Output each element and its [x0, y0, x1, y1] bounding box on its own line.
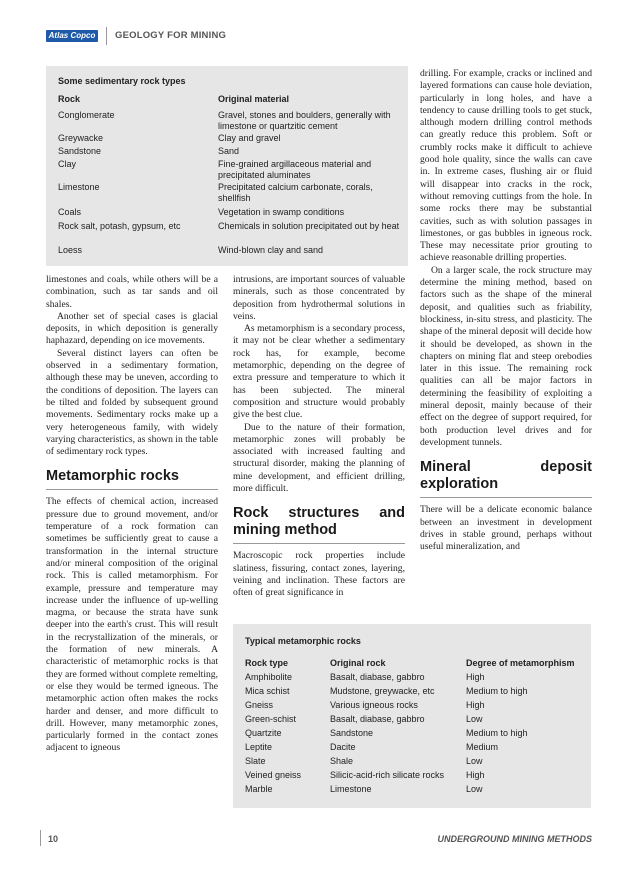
- paragraph: The effects of chemical action, increased pressure due to ground movement, and/or temperature of a rock formation can sometimes be sufficiently great to cause a transformation in the internal structure and/or mineral composition of the original rock. This is called metamorphism. For example, pressure and temperature may increase under the influence of up-welling magma, or because the strata have sunk deeper into the earth's crust. This will result in the recrystallization of the minerals, or the formation of new minerals. A characteristic of metamorphic rocks is that they are formed without complete remelting, or else they would be termed igneous. The metamorphic action often makes the rocks harder and denser, and more difficult to drill. However, many metamorphic zones, particularly formed in the contact zones adjacent to igneous: [46, 496, 218, 754]
- table-row: [245, 686, 585, 698]
- cell-original-rock: Shale: [330, 756, 354, 766]
- cell-rock: Conglomerate: [58, 110, 115, 120]
- cell-rock: Limestone: [58, 182, 100, 192]
- cell-degree: Medium to high: [466, 686, 528, 696]
- cell-rock: Coals: [58, 207, 82, 217]
- paragraph: drilling. For example, cracks or inclined and layered formations can cause hole deviation, particularly in long holes, and have a tendency to cause drilling tools to get stuck, although modern drilling control methods can greatly reduce this problem. Soft or crumbly rocks make it difficult to achieve good hole quality, since the walls can cave in. In extreme cases, flushing air or fluid will disappear into cracks in the rock, without removing cuttings from the hole. In some rocks there may be substantial cavities, such as with solution passages in limestones, or gas bubbles in igneous rock. These may necessitate prior grouting to achieve reasonable drilling properties.: [420, 68, 592, 264]
- heading-metamorphic-rocks: Metamorphic rocks: [46, 468, 179, 485]
- cell-material: Sand: [218, 146, 240, 156]
- cell-rock: Loess: [58, 245, 83, 255]
- heading-rule: [420, 497, 592, 498]
- cell-rock: Greywacke: [58, 133, 104, 143]
- heading-mineral-deposit: Mineral deposit exploration: [420, 459, 592, 493]
- cell-material: Gravel, stones and boulders, generally with limestone or quartzitic cement: [218, 110, 391, 131]
- cell-original-rock: Various igneous rocks: [330, 700, 418, 710]
- sedimentary-rock-table: [46, 66, 408, 266]
- page-number: 10: [48, 834, 59, 844]
- heading-rock-structures: Rock structures and mining method: [233, 505, 405, 539]
- table-row: [245, 742, 585, 754]
- cell-degree: Medium to high: [466, 728, 528, 738]
- header-divider: [106, 27, 107, 45]
- table-row: [245, 784, 585, 796]
- paragraph: Macroscopic rock properties include slatiness, fissuring, contact zones, layering, veining and inclination. These factors are often of great significance in: [233, 550, 405, 599]
- column-header-rock: Rock: [58, 94, 81, 104]
- table-row: [245, 672, 585, 684]
- text-column-3: [420, 68, 592, 553]
- paragraph: intrusions, are important sources of valuable minerals, such as those concentrated by deposition from hydrothermal solutions in veins.: [233, 274, 405, 322]
- column-header-original-rock: Original rock: [330, 658, 386, 668]
- cell-material: Clay and gravel: [218, 133, 281, 143]
- cell-rock-type: Green-schist: [245, 714, 297, 724]
- cell-rock-type: Veined gneiss: [245, 770, 302, 780]
- cell-material: Vegetation in swamp conditions: [218, 207, 345, 217]
- cell-degree: Low: [466, 784, 483, 794]
- paragraph: Another set of special cases is glacial deposits, in which deposition is generally haphazard, depending on ice movements.: [46, 310, 218, 347]
- text-column-2: [233, 274, 405, 600]
- cell-rock-type: Leptite: [245, 742, 273, 752]
- table-row: [245, 770, 585, 782]
- cell-degree: Medium: [466, 742, 499, 752]
- paragraph: There will be a delicate economic balance between an investment in development drives in stable ground, perhaps without useful mineralization, and: [420, 504, 592, 553]
- paragraph: On a larger scale, the rock structure may determine the mining method, based on factors such as the shape of the mineral deposit, and qualities such as friability, blockiness, in-situ stress, and plasticity. The shape of the mineral deposit will decide how it should be developed, as shown in the chapters on mining flat and steep orebodies later in this issue. The remaining rock qualities can all be major factors in determining the feasibility of exploiting a mineral deposit, mainly because of their effect on the degree of support required, for both production level drives and for development tunnels.: [420, 264, 592, 448]
- cell-original-rock: Mudstone, greywacke, etc: [330, 686, 435, 696]
- cell-material: Precipitated calcium carbonate, corals, shellfish: [218, 182, 373, 203]
- cell-original-rock: Basalt, diabase, gabbro: [330, 714, 425, 724]
- cell-degree: Low: [466, 756, 483, 766]
- cell-original-rock: Sandstone: [330, 728, 374, 738]
- paragraph: Due to the nature of their formation, metamorphic zones will probably be associated with increased faulting and structural disorder, making the planning of mine development, and efficient drilling, more difficult.: [233, 421, 405, 495]
- table-row: [245, 714, 585, 726]
- column-header-degree: Degree of metamorphism: [466, 658, 575, 668]
- text-column-1: [46, 274, 218, 755]
- paragraph: Several distinct layers can often be observed in a sedimentary formation, although these may be uneven, according to the conditions of deposition. The layers can be tilted and folded by subsequent ground movements. Sedimentary rocks make up a very heterogeneous family, with widely varying characteristics, as shown in the table of sedimentary rock types.: [46, 347, 218, 458]
- cell-rock: Rock salt, potash, gypsum, etc: [58, 221, 181, 231]
- cell-original-rock: Limestone: [330, 784, 372, 794]
- cell-material: Fine-grained argillaceous material and precipitated aluminates: [218, 159, 372, 180]
- cell-degree: High: [466, 672, 485, 682]
- cell-rock-type: Quartzite: [245, 728, 282, 738]
- cell-material: Chemicals in solution precipitated out by heat: [218, 221, 400, 231]
- column-header-rock-type: Rock type: [245, 658, 289, 668]
- heading-rule: [233, 543, 405, 544]
- heading-rule: [46, 489, 218, 490]
- publication-title: UNDERGROUND MINING METHODS: [437, 834, 592, 844]
- table-title: Typical metamorphic rocks: [245, 636, 361, 646]
- cell-original-rock: Basalt, diabase, gabbro: [330, 672, 425, 682]
- table-header-row: [245, 658, 585, 670]
- cell-degree: Low: [466, 714, 483, 724]
- brand-logo: Atlas Copco: [46, 30, 98, 42]
- cell-original-rock: Silicic-acid-rich silicate rocks: [330, 770, 445, 780]
- footer-divider: [40, 830, 41, 846]
- column-header-material: Original material: [218, 94, 290, 104]
- section-title: GEOLOGY FOR MINING: [115, 30, 227, 41]
- table-row: [245, 700, 585, 712]
- cell-rock: Clay: [58, 159, 77, 169]
- table-title: Some sedimentary rock types: [58, 76, 186, 86]
- cell-degree: High: [466, 700, 485, 710]
- paragraph: limestones and coals, while others will be a combination, such as tar sands and oil shales.: [46, 274, 218, 310]
- cell-rock-type: Marble: [245, 784, 273, 794]
- table-row: [245, 728, 585, 740]
- metamorphic-rock-table: [233, 624, 591, 808]
- cell-rock-type: Gneiss: [245, 700, 274, 710]
- cell-rock-type: Amphibolite: [245, 672, 293, 682]
- cell-rock: Sandstone: [58, 146, 102, 156]
- table-row: [245, 756, 585, 768]
- cell-material: Wind-blown clay and sand: [218, 245, 324, 255]
- cell-degree: High: [466, 770, 485, 780]
- cell-rock-type: Slate: [245, 756, 266, 766]
- cell-original-rock: Dacite: [330, 742, 356, 752]
- cell-rock-type: Mica schist: [245, 686, 290, 696]
- paragraph: As metamorphism is a secondary process, it may not be clear whether a sedimentary rock has, for example, become metamorphic, depending on the degree of extra pressure and temperature to which it has been subjected. The mineral composition and structure would probably give the best clue.: [233, 323, 405, 421]
